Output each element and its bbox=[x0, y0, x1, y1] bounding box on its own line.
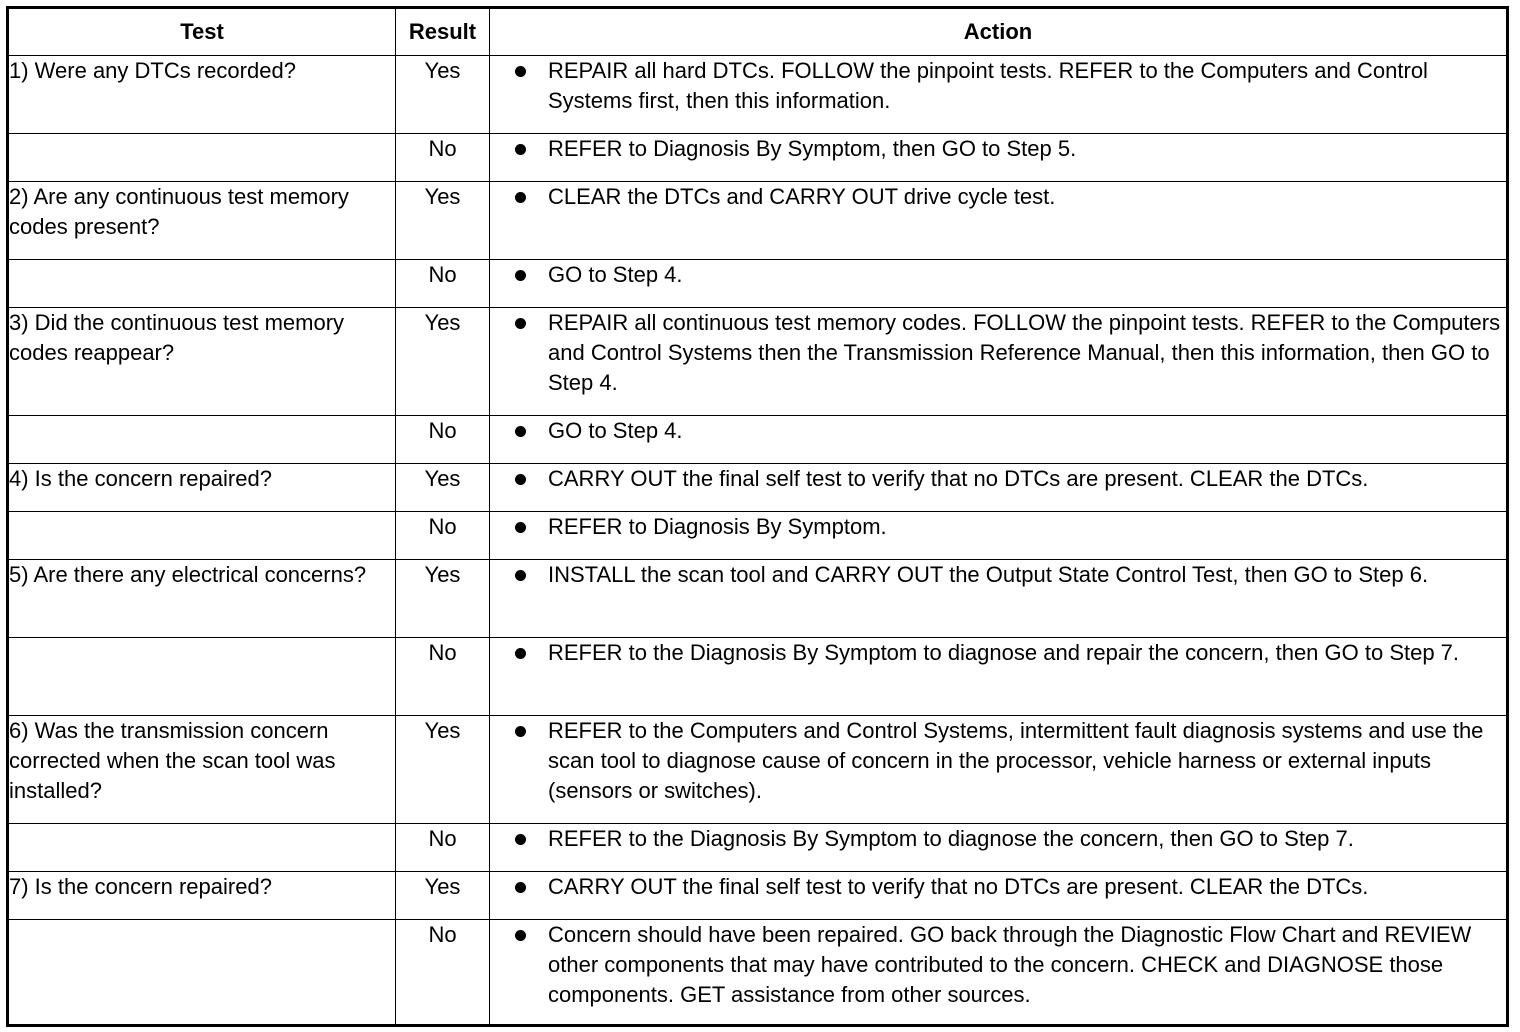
test-cell: 5) Are there any electrical concerns? bbox=[8, 560, 396, 638]
table-row bbox=[8, 560, 1508, 638]
action-cell bbox=[490, 416, 1508, 464]
action-cell bbox=[490, 182, 1508, 260]
table-row bbox=[8, 416, 1508, 464]
action-text: GO to Step 4. bbox=[548, 418, 683, 443]
result-cell: Yes bbox=[396, 56, 490, 134]
action-text: REPAIR all hard DTCs. FOLLOW the pinpoint tests. REFER to the Computers and Control Systems first, then this information. bbox=[548, 58, 1428, 113]
result-cell: No bbox=[396, 512, 490, 560]
table-row bbox=[8, 182, 1508, 260]
result-cell: Yes bbox=[396, 872, 490, 920]
action-text: REPAIR all continuous test memory codes. FOLLOW the pinpoint tests. REFER to the Computers and Control Systems then the Transmission Reference Manual, then this information, then GO to Step 4. bbox=[548, 310, 1501, 395]
action-cell bbox=[490, 260, 1508, 308]
bullet-icon bbox=[515, 570, 526, 581]
test-cell bbox=[8, 416, 396, 464]
bullet-icon bbox=[515, 648, 526, 659]
table-row bbox=[8, 824, 1508, 872]
action-text: INSTALL the scan tool and CARRY OUT the Output State Control Test, then GO to Step 6. bbox=[548, 562, 1429, 587]
header-row bbox=[8, 8, 1508, 56]
table-row bbox=[8, 638, 1508, 716]
action-cell bbox=[490, 920, 1508, 1026]
bullet-icon bbox=[515, 66, 526, 77]
action-cell bbox=[490, 308, 1508, 416]
bullet-icon bbox=[515, 270, 526, 281]
action-cell bbox=[490, 134, 1508, 182]
action-text: REFER to Diagnosis By Symptom. bbox=[548, 514, 887, 539]
diagnostic-table bbox=[6, 6, 1509, 1027]
result-cell: No bbox=[396, 134, 490, 182]
test-cell bbox=[8, 134, 396, 182]
test-cell bbox=[8, 638, 396, 716]
header-result: Result bbox=[396, 8, 490, 56]
test-cell bbox=[8, 920, 396, 1026]
action-cell bbox=[490, 512, 1508, 560]
result-cell: Yes bbox=[396, 560, 490, 638]
bullet-icon bbox=[515, 474, 526, 485]
test-cell: 2) Are any continuous test memory codes present? bbox=[8, 182, 396, 260]
test-cell: 7) Is the concern repaired? bbox=[8, 872, 396, 920]
action-cell bbox=[490, 560, 1508, 638]
action-text: REFER to the Diagnosis By Symptom to diagnose and repair the concern, then GO to Step 7. bbox=[548, 640, 1460, 665]
action-cell bbox=[490, 716, 1508, 824]
bullet-icon bbox=[515, 930, 526, 941]
test-cell bbox=[8, 824, 396, 872]
result-cell: No bbox=[396, 416, 490, 464]
action-text: REFER to Diagnosis By Symptom, then GO to Step 5. bbox=[548, 136, 1077, 161]
bullet-icon bbox=[515, 192, 526, 203]
test-cell: 3) Did the continuous test memory codes reappear? bbox=[8, 308, 396, 416]
action-text: GO to Step 4. bbox=[548, 262, 683, 287]
action-cell bbox=[490, 56, 1508, 134]
header-action: Action bbox=[490, 8, 1508, 56]
action-cell bbox=[490, 464, 1508, 512]
test-cell: 4) Is the concern repaired? bbox=[8, 464, 396, 512]
table-row bbox=[8, 872, 1508, 920]
action-cell bbox=[490, 872, 1508, 920]
bullet-icon bbox=[515, 726, 526, 737]
test-cell bbox=[8, 512, 396, 560]
bullet-icon bbox=[515, 144, 526, 155]
table-row bbox=[8, 716, 1508, 824]
test-cell bbox=[8, 260, 396, 308]
table-row bbox=[8, 260, 1508, 308]
result-cell: Yes bbox=[396, 716, 490, 824]
test-cell: 6) Was the transmission concern corrected when the scan tool was installed? bbox=[8, 716, 396, 824]
bullet-icon bbox=[515, 318, 526, 329]
action-text: REFER to the Computers and Control Systems, intermittent fault diagnosis systems and use the scan tool to diagnose cause of concern in the processor, vehicle harness or external inputs (sensors or switches). bbox=[548, 718, 1484, 803]
table-row bbox=[8, 308, 1508, 416]
table-row bbox=[8, 134, 1508, 182]
action-cell bbox=[490, 824, 1508, 872]
result-cell: No bbox=[396, 638, 490, 716]
action-text: CARRY OUT the final self test to verify that no DTCs are present. CLEAR the DTCs. bbox=[548, 466, 1369, 491]
bullet-icon bbox=[515, 834, 526, 845]
result-cell: Yes bbox=[396, 464, 490, 512]
bullet-icon bbox=[515, 882, 526, 893]
table-row bbox=[8, 56, 1508, 134]
table-row bbox=[8, 464, 1508, 512]
result-cell: No bbox=[396, 920, 490, 1026]
action-cell bbox=[490, 638, 1508, 716]
header-test: Test bbox=[8, 8, 396, 56]
action-text: REFER to the Diagnosis By Symptom to diagnose the concern, then GO to Step 7. bbox=[548, 826, 1354, 851]
bullet-icon bbox=[515, 522, 526, 533]
result-cell: No bbox=[396, 824, 490, 872]
action-text: CLEAR the DTCs and CARRY OUT drive cycle test. bbox=[548, 184, 1056, 209]
action-text: Concern should have been repaired. GO back through the Diagnostic Flow Chart and REVIEW other components that may have contributed to the concern. CHECK and DIAGNOSE those components. GET assistance from other sources. bbox=[548, 922, 1472, 1007]
table-row bbox=[8, 920, 1508, 1026]
test-cell: 1) Were any DTCs recorded? bbox=[8, 56, 396, 134]
result-cell: Yes bbox=[396, 182, 490, 260]
table-row bbox=[8, 512, 1508, 560]
result-cell: No bbox=[396, 260, 490, 308]
bullet-icon bbox=[515, 426, 526, 437]
result-cell: Yes bbox=[396, 308, 490, 416]
action-text: CARRY OUT the final self test to verify that no DTCs are present. CLEAR the DTCs. bbox=[548, 874, 1369, 899]
